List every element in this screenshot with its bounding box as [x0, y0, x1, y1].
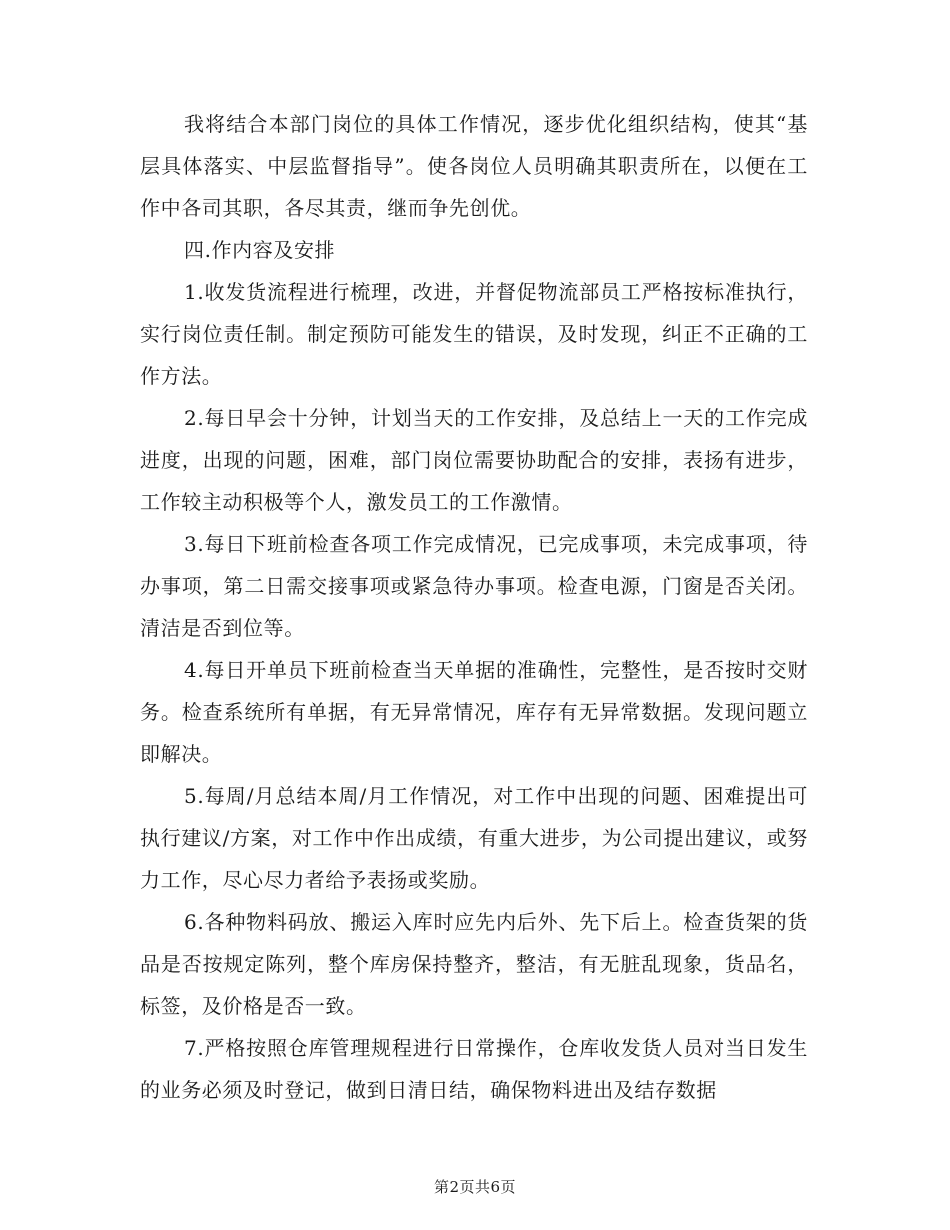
document-body: [140, 103, 808, 1111]
list-item-2: 2.每日早会十分钟，计划当天的工作安排，及总结上一天的工作完成进度，出现的问题，困难，部门岗位需要协助配合的安排，表扬有进步，工作较主动积极等个人，激发员工的工作激情。: [140, 406, 808, 514]
list-item-1: 1.收发货流程进行梳理，改进，并督促物流部员工严格按标准执行，实行岗位责任制。制定预防可能发生的错误，及时发现，纠正不正确的工作方法。: [140, 280, 808, 388]
list-item-3: 3.每日下班前检查各项工作完成情况，已完成事项，未完成事项，待办事项，第二日需交接事项或紧急待办事项。检查电源，门窗是否关闭。清洁是否到位等。: [140, 532, 808, 640]
list-item-7: 7.严格按照仓库管理规程进行日常操作，仓库收发货人员对当日发生的业务必须及时登记，做到日清日结，确保物料进出及结存数据: [140, 1036, 808, 1102]
list-item-4: 4.每日开单员下班前检查当天单据的准确性，完整性，是否按时交财务。检查系统所有单据，有无异常情况，库存有无异常数据。发现问题立即解决。: [140, 658, 808, 766]
page-number-footer: 第2页共6页: [433, 1178, 517, 1196]
section-heading: 四.作内容及安排: [184, 238, 336, 262]
list-item-6: 6.各种物料码放、搬运入库时应先内后外、先下后上。检查货架的货品是否按规定陈列，整个库房保持整齐，整洁，有无脏乱现象，货品名，标签，及价格是否一致。: [140, 910, 808, 1018]
list-item-5: 5.每周/月总结本周/月工作情况，对工作中出现的问题、困难提出可执行建议/方案，对工作中作出成绩，有重大进步，为公司提出建议，或努力工作，尽心尽力者给予表扬或奖励。: [140, 784, 808, 892]
paragraph-intro: 我将结合本部门岗位的具体工作情况，逐步优化组织结构，使其“基层具体落实、中层监督指导”。使各岗位人员明确其职责所在，以便在工作中各司其职，各尽其责，继而争先创优。: [140, 112, 808, 220]
